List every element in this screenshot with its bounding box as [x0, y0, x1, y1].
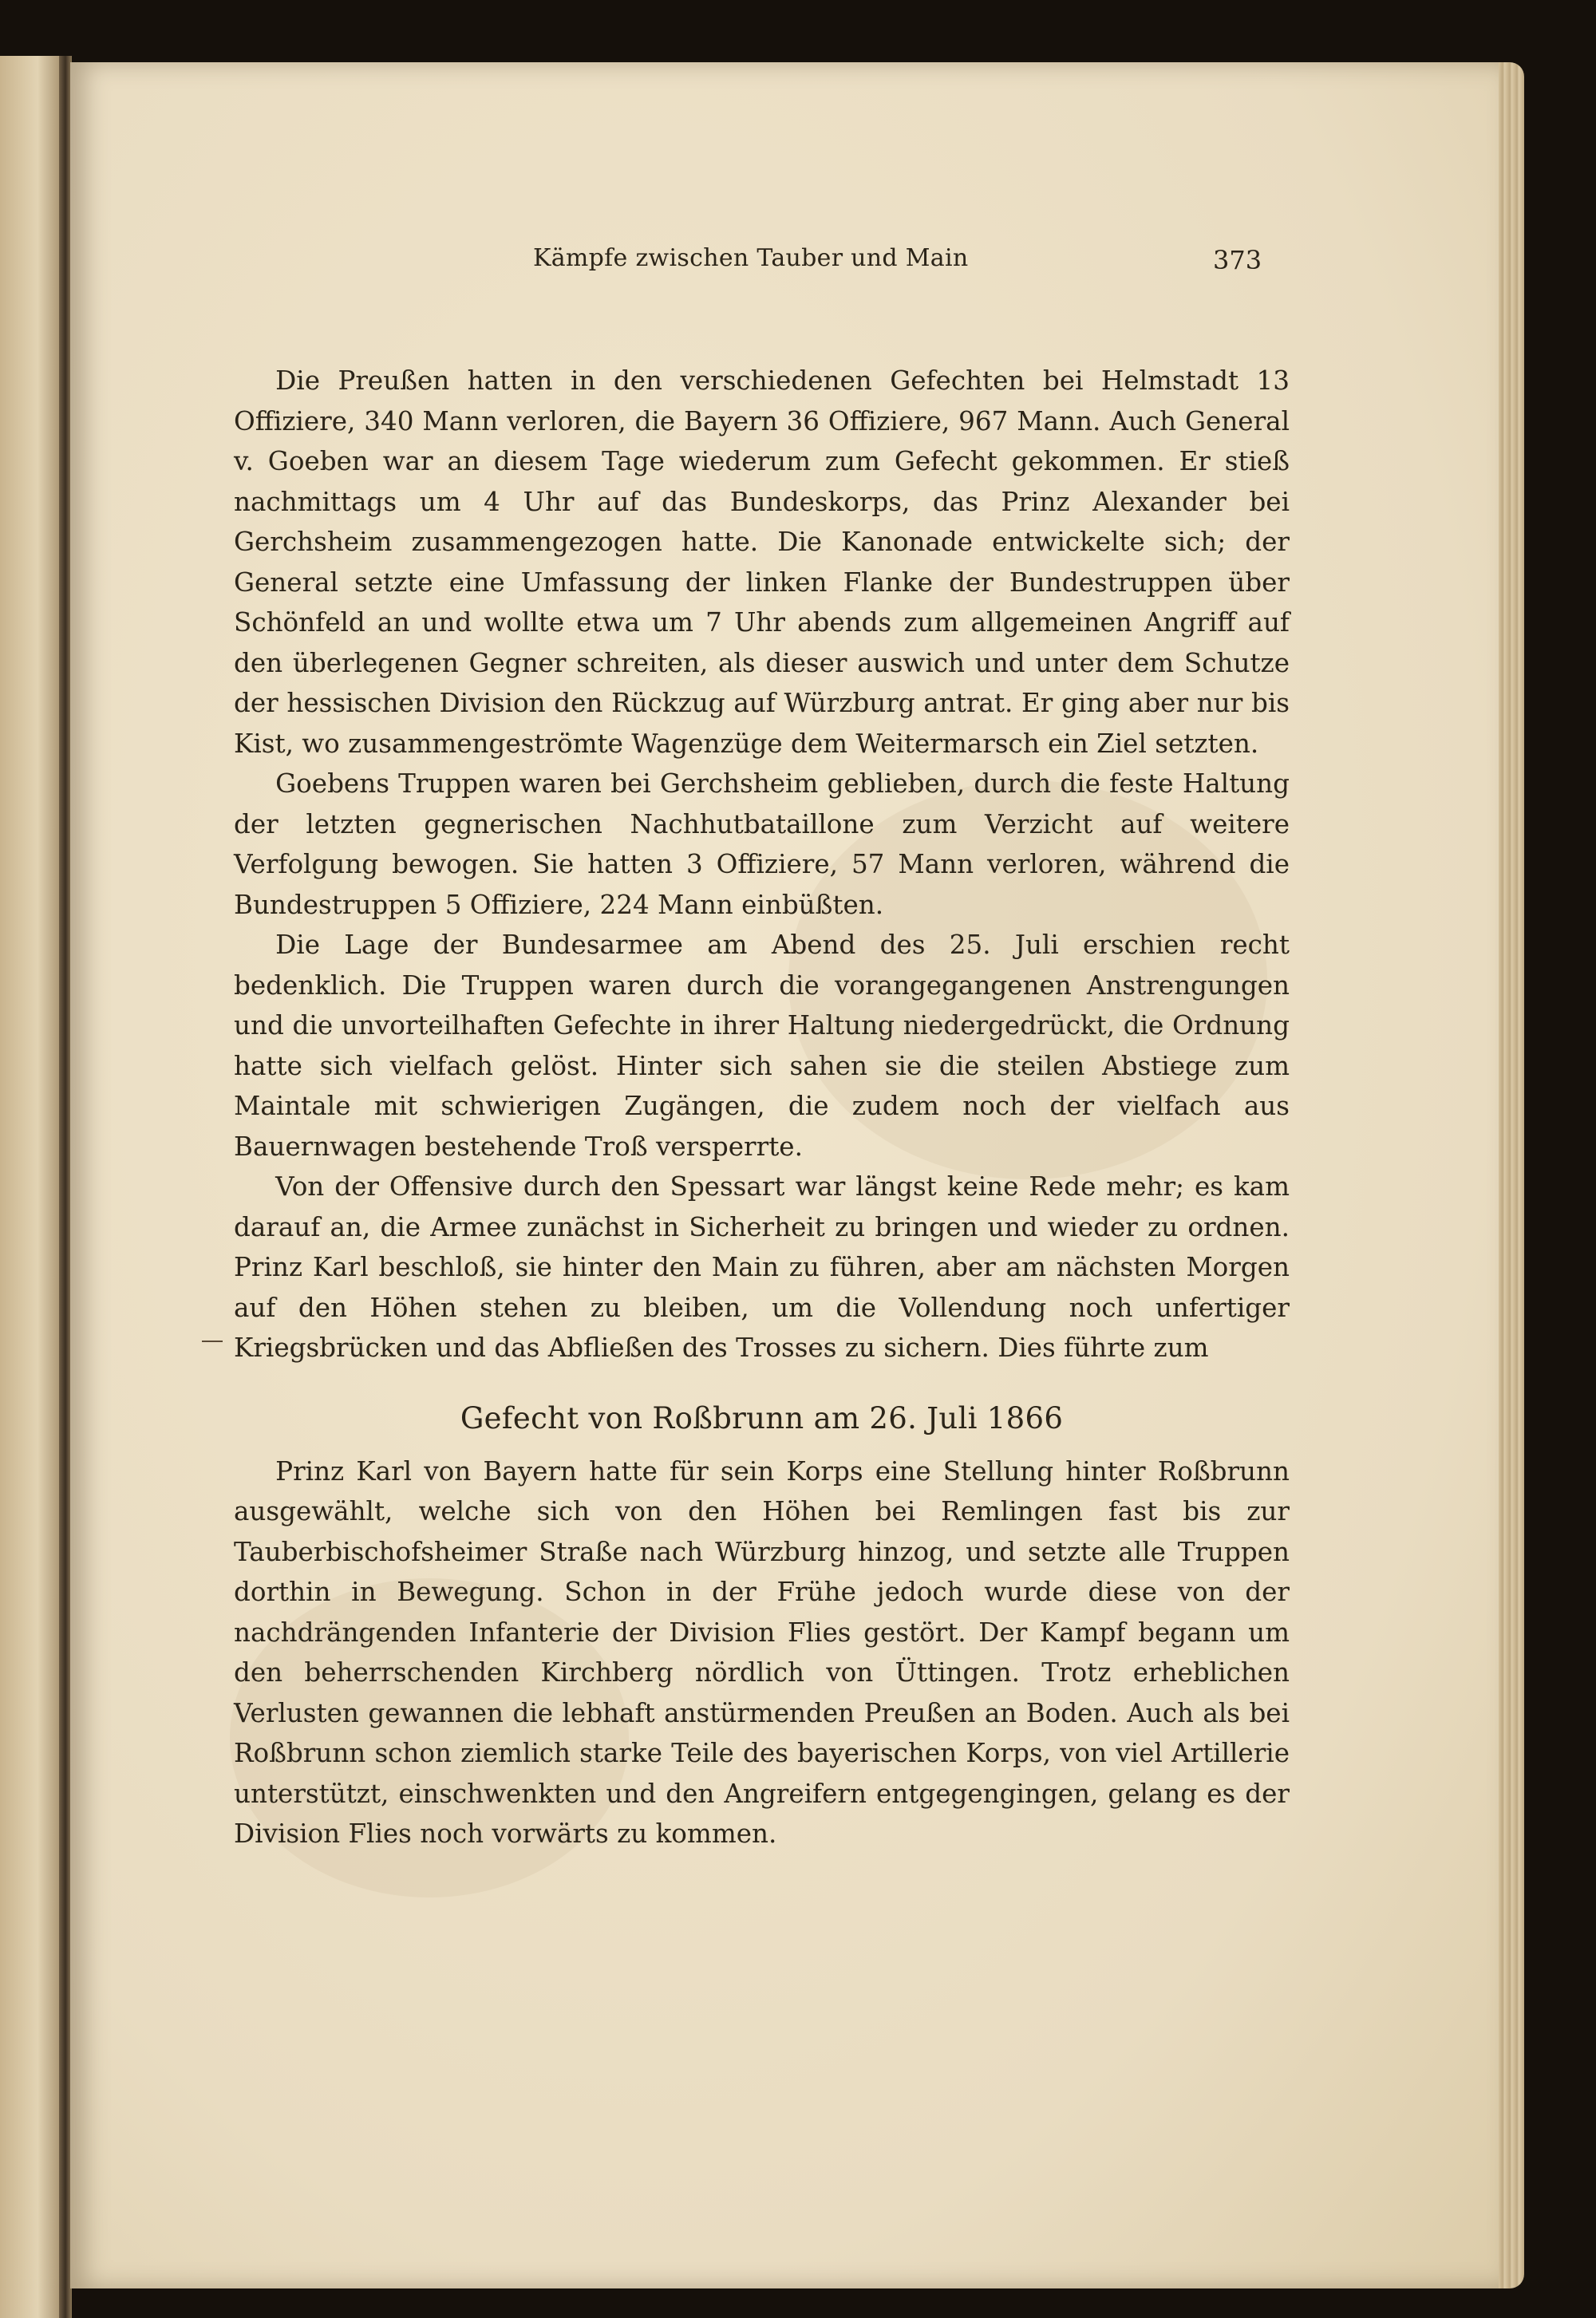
page-number: 373	[1213, 245, 1262, 275]
left-page-edge	[0, 56, 62, 2318]
running-head	[70, 239, 1499, 278]
running-title: Kämpfe zwischen Tauber und Main	[533, 244, 969, 272]
paragraph: Die Lage der Bundesarmee am Abend des 25. Juli erschien recht bedenklich. Die Truppen waren durch die vorangegangenen Anstrengungen und die unvorteilhaften Gefechte in ihrer Haltung niedergedrückt, die Ordnung hatte sich vielfach gelöst. Hinter sich sahen sie die steilen Abstiege zum Maintale mit schwierigen Zugängen, die zudem noch der vielfach aus Bauernwagen bestehende Troß versperrte.	[234, 930, 1290, 1162]
right-page	[70, 62, 1499, 2288]
paragraph: Goebens Truppen waren bei Gerchsheim geblieben, durch die feste Haltung der letzten gegnerischen Nachhutbataillone zum Verzicht auf weitere Verfolgung bewogen. Sie hatten 3 Offiziere, 57 Mann verloren, während die Bundestruppen 5 Offiziere, 224 Mann einbüßten.	[234, 768, 1290, 920]
section-heading: Gefecht von Roßbrunn am 26. Juli 1866	[460, 1400, 1064, 1435]
body-text	[234, 361, 1290, 1854]
paragraph: Von der Offensive durch den Spessart war längst keine Rede mehr; es kam darauf an, die Armee zunächst in Sicherheit zu bringen und wieder zu ordnen. Prinz Karl beschloß, sie hinter den Main zu führen, aber am nächsten Morgen auf den Höhen stehen zu bleiben, um die Vollendung noch unfertiger Kriegsbrücken und das Abfließen des Trosses zu sichern. Dies führte zum	[234, 1171, 1290, 1363]
margin-mark	[202, 1341, 223, 1342]
paragraph: Prinz Karl von Bayern hatte für sein Korps eine Stellung hinter Roßbrunn ausgewählt, welche sich von den Höhen bei Remlingen fast bis zur Tauberbischofsheimer Straße nach Würzburg hinzog, und setzte alle Truppen dorthin in Bewegung. Schon in der Frühe jedoch wurde diese von der nachdrängenden Infanterie der Division Flies gestört. Der Kampf begann um den beherrschenden Kirchberg nördlich von Üttingen. Trotz erheblichen Verlusten gewannen die lebhaft anstürmenden Preußen an Boden. Auch als bei Roßbrunn schon ziemlich starke Teile des bayerischen Korps, von viel Artillerie unterstützt, einschwenkten und den Angreifern entgegengingen, gelang es der Division Flies noch vorwärts zu kommen.	[234, 1455, 1290, 1849]
paragraph: Die Preußen hatten in den verschiedenen Gefechten bei Helmstadt 13 Offiziere, 340 Mann verloren, die Bayern 36 Offiziere, 967 Mann. Auch General v. Goeben war an diesem Tage wiederum zum Gefecht gekommen. Er stieß nachmittags um 4 Uhr auf das Bundeskorps, das Prinz Alexander bei Gerchsheim zusammengezogen hatte. Die Kanonade entwickelte sich; der General setzte eine Umfassung der linken Flanke der Bundestruppen über Schönfeld an und wollte etwa um 7 Uhr abends zum allgemeinen Angriff auf den überlegenen Gegner schreiten, als dieser auswich und unter dem Schutze der hessischen Division den Rückzug auf Würzburg antrat. Er ging aber nur bis Kist, wo zusammengeströmte Wagenzüge dem Weitermarsch ein Ziel setzten.	[234, 365, 1290, 759]
